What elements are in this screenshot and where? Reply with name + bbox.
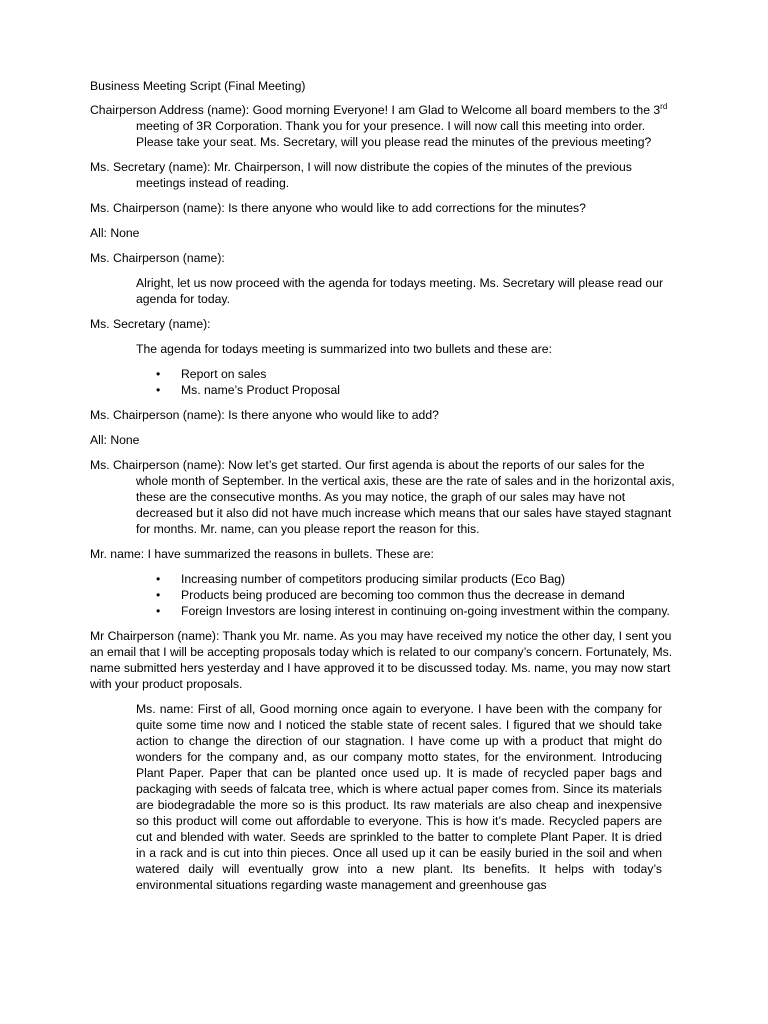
bullet-icon: • <box>156 588 161 602</box>
chairperson-address <box>90 102 678 150</box>
agenda-intro: Alright, let us now proceed with the agenda for todays meeting. Ms. Secretary will please read our agenda for today. <box>136 276 664 306</box>
list-item-text: Foreign Investors are losing interest in continuing on-going investment within the company. <box>181 604 670 618</box>
list-item <box>136 587 678 603</box>
bullet-icon: • <box>156 604 161 618</box>
agenda-list <box>90 366 678 398</box>
list-item <box>136 571 678 587</box>
list-item <box>136 603 678 619</box>
chairperson-corrections: Ms. Chairperson (name): Is there anyone who would like to add corrections for the minutes? <box>90 201 586 215</box>
list-item-text: Products being produced are becoming too common thus the decrease in demand <box>181 588 625 602</box>
document-title: Business Meeting Script (Final Meeting) <box>90 79 306 93</box>
list-item-text: Report on sales <box>181 367 267 381</box>
bullet-icon: • <box>156 383 161 397</box>
list-item <box>136 382 678 398</box>
chairperson-address-text-b: meeting of 3R Corporation. Thank you for your presence. I will now call this meeting into order. Please take your seat. Ms. Secretary, will you please read the minutes of the previous meeting? <box>136 119 652 149</box>
secretary-minutes: Ms. Secretary (name): Mr. Chairperson, I will now distribute the copies of the minutes of the previous meetings instead of reading. <box>90 160 632 190</box>
list-item <box>136 366 678 382</box>
list-item-text: Increasing number of competitors producing similar products (Eco Bag) <box>181 572 566 586</box>
chairperson-label-1: Ms. Chairperson (name): <box>90 251 225 265</box>
ms-name-proposal: Ms. name: First of all, Good morning once again to everyone. I have been with the company for quite some time now and I noticed the stable state of recent sales. I figured that we should take action to change the direction of our stagnation. I have come up with a product that might do wonders for the company and, as our company motto states, for the environment. Introducing Plant Paper. Paper that can be planted once used up. It is made of recycled paper bags and packaging with seeds of falcata tree, which is where actual paper comes from. Since its materials are biodegradable the more so is this product. Its raw materials are also cheap and inexpensive so this product will come out affordable to everyone. This is how it’s made. Recycled papers are cut and blended with water. Seeds are sprinkled to the batter to complete Plant Paper. It is dried in a rack and is cut into thin pieces. Once all used up it can be easily buried in the soil and when watered daily will eventually grow into a new plant. Its benefits. It helps with today’s environmental situations regarding waste management and greenhouse gas <box>136 702 662 892</box>
list-item-text: Ms. name’s Product Proposal <box>181 383 340 397</box>
secretary-label: Ms. Secretary (name): <box>90 317 211 331</box>
agenda-summary: The agenda for todays meeting is summarized into two bullets and these are: <box>136 342 552 356</box>
bullet-icon: • <box>156 367 161 381</box>
mr-name-summary: Mr. name: I have summarized the reasons in bullets. These are: <box>90 547 434 561</box>
chairperson-address-text-a: Chairperson Address (name): Good morning Everyone! I am Glad to Welcome all board members to the 3 <box>90 103 661 117</box>
chairperson-proposals: Mr Chairperson (name): Thank you Mr. name. As you may have received my notice the other day, I sent you an email that I will be accepting proposals today which is related to our company’s concern. Fortunately, Ms. name submitted hers yesterday and I have approved it to be discussed today. Ms. name, you may now start with your product proposals. <box>90 629 673 691</box>
all-none-1: All: None <box>90 226 140 240</box>
bullet-icon: • <box>156 572 161 586</box>
chairperson-add: Ms. Chairperson (name): Is there anyone who would like to add? <box>90 408 439 422</box>
chairperson-sales-report: Ms. Chairperson (name): Now let’s get started. Our first agenda is about the reports of our sales for the whole month of September. In the vertical axis, these are the rate of sales and in the horizontal axis, these are the consecutive months. As you may notice, the graph of our sales may have not decreased but it also did not have much increase which means that our sales have stayed stagnant for months. Mr. name, can you please report the reason for this. <box>90 458 675 536</box>
all-none-2: All: None <box>90 433 140 447</box>
reasons-list <box>90 571 678 619</box>
ordinal-suffix: rd <box>660 101 668 111</box>
